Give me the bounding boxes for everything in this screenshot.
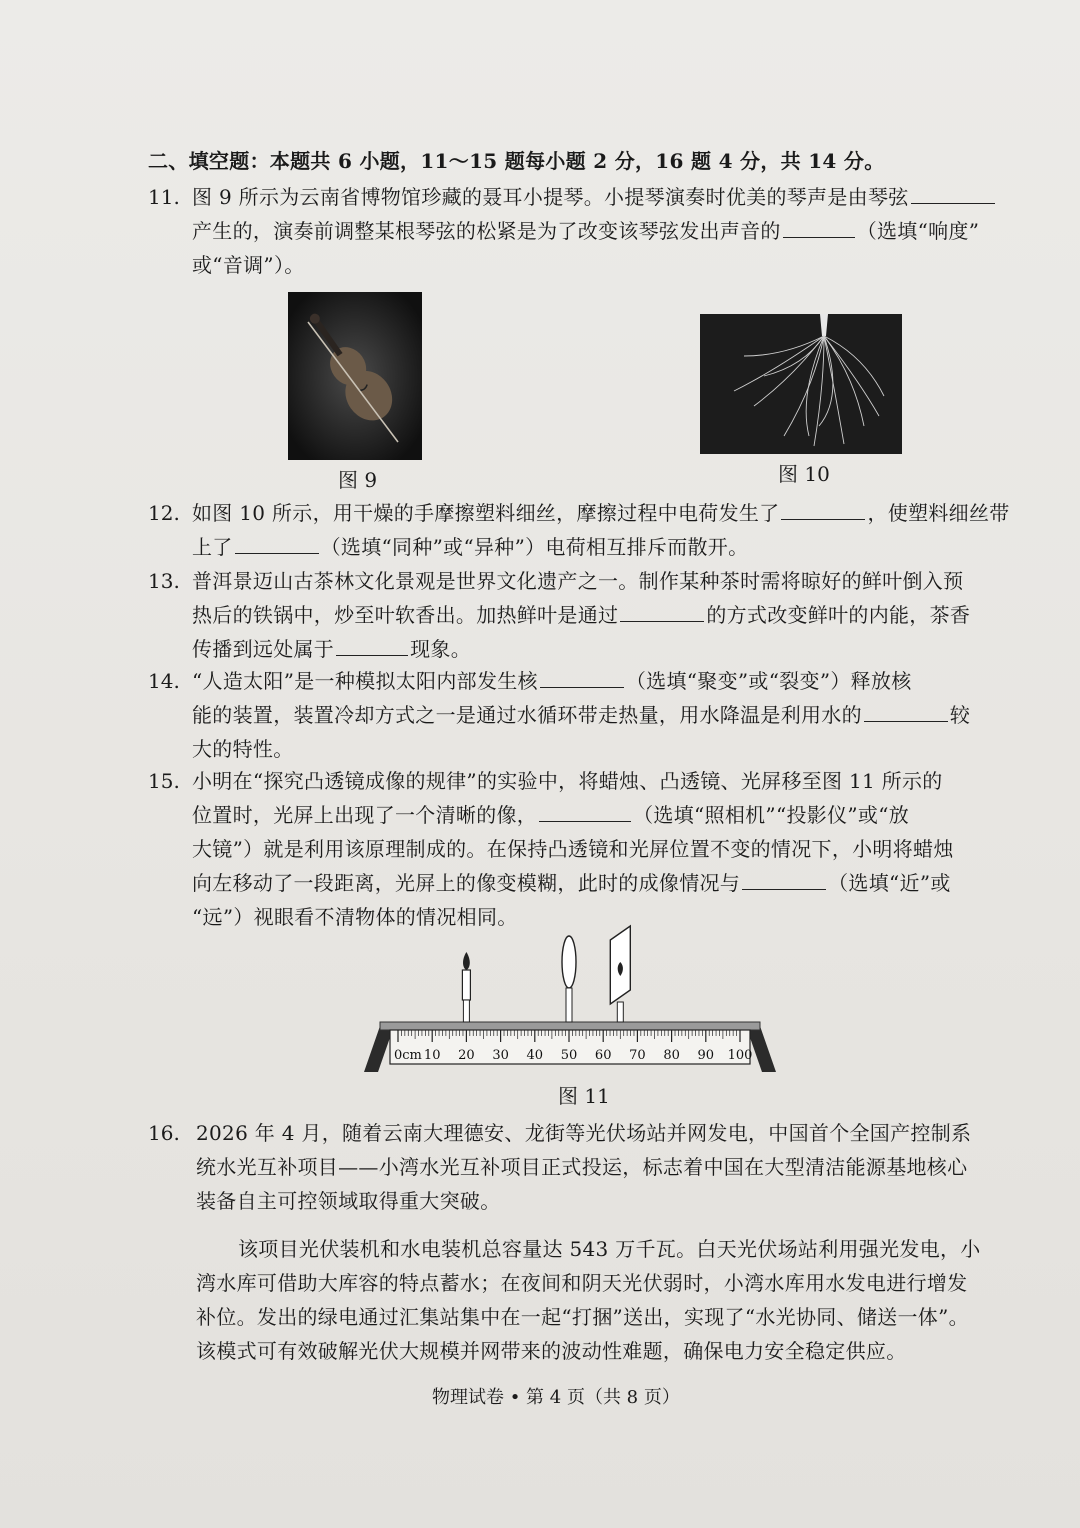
- q11-text-1: 图 9 所示为云南省博物馆珍藏的聂耳小提琴。小提琴演奏时优美的琴声是由琴弦: [192, 185, 909, 209]
- q16-line7: 该模式可有效破解光伏大规模并网带来的波动性难题，确保电力安全稳定供应。: [196, 1339, 907, 1363]
- q15-line1: 小明在“探究凸透镜成像的规律”的实验中，将蜡烛、凸透镜、光屏移至图 11 所示的: [192, 769, 943, 793]
- bench-rail: [380, 1022, 760, 1030]
- q16-line2: 统水光互补项目——小湾水光互补项目正式投运，标志着中国在大型清洁能源基地核心: [196, 1155, 968, 1179]
- q11-number: 11.: [148, 185, 180, 209]
- q12-line2: [192, 532, 748, 562]
- q15-number: 15.: [148, 769, 180, 793]
- q13-line3: [192, 634, 471, 664]
- q13-line1: 普洱景迈山古茶林文化景观是世界文化遗产之一。制作某种茶时需将晾好的鲜叶倒入预: [192, 569, 964, 593]
- q16-number: 16.: [148, 1121, 180, 1145]
- q14-text-2: （选填“聚变”或“裂变”）释放核: [625, 669, 912, 693]
- violin-image: [288, 292, 422, 460]
- ruler-tick-label: 50: [560, 1048, 578, 1063]
- q12-text-4: （选填“同种”或“异种”）电荷相互排斥而散开。: [320, 535, 749, 559]
- q12-text-2: ，使塑料细丝带: [867, 501, 1010, 525]
- q13-number: 13.: [148, 569, 180, 593]
- ruler-tick-label: 90: [697, 1048, 715, 1063]
- figure-10-plastic-strings-photo: [700, 314, 902, 454]
- figure-10-caption: 图 10: [778, 462, 830, 486]
- q12-blank-2[interactable]: [235, 533, 319, 554]
- q11-text-3: （选填“响度”: [856, 219, 980, 243]
- q13-line2: [192, 600, 970, 630]
- q14-line1: [192, 666, 912, 696]
- q14-blank-2[interactable]: [864, 701, 948, 722]
- figure-11-optical-bench: [350, 924, 790, 1074]
- candle: [462, 952, 470, 1022]
- q13-text-4: 现象。: [410, 637, 472, 661]
- q15-line2: [192, 800, 909, 830]
- q11-line1: [192, 182, 997, 212]
- q14-text-3: 能的装置，装置冷却方式之一是通过水循环带走热量，用水降温是利用水的: [192, 703, 862, 727]
- q12-number: 12.: [148, 501, 180, 525]
- q15-text-3: 向左移动了一段距离，光屏上的像变模糊，此时的成像情况与: [192, 871, 741, 895]
- ruler-tick-label: 80: [663, 1048, 680, 1063]
- candle-body: [462, 970, 470, 1000]
- q12-text-3: 上了: [192, 535, 233, 559]
- page-footer: 物理试卷 • 第 4 页（共 8 页）: [432, 1387, 680, 1408]
- ruler-tick-label: 20: [458, 1048, 475, 1063]
- figure-11-caption: 图 11: [558, 1084, 610, 1108]
- q14-text-1: “人造太阳”是一种模拟太阳内部发生核: [192, 669, 538, 693]
- q15-text-1: 位置时，光屏上出现了一个清晰的像，: [192, 803, 538, 827]
- light-screen: [610, 926, 630, 1022]
- ruler-tick-label: 40: [526, 1048, 544, 1063]
- q14-number: 14.: [148, 669, 180, 693]
- q15-blank-2[interactable]: [742, 869, 826, 890]
- q11-blank-2[interactable]: [783, 217, 855, 238]
- q12-text-1: 如图 10 所示，用干燥的手摩擦塑料细丝，摩擦过程中电荷发生了: [192, 501, 780, 525]
- q16-line1: 2026 年 4 月，随着云南大理德安、龙街等光伏场站并网发电，中国首个全国产控制系: [196, 1121, 972, 1145]
- q11-blank-1[interactable]: [911, 183, 995, 204]
- q13-text-2: 的方式改变鲜叶的内能，茶香: [706, 603, 971, 627]
- figure-9-caption: 图 9: [338, 468, 378, 492]
- candle-holder: [463, 1000, 469, 1022]
- candle-flame-icon: [463, 952, 470, 970]
- ruler-tick-label: 10: [423, 1048, 441, 1063]
- section-heading: 二、填空题：本题共 6 小题，11～15 题每小题 2 分，16 题 4 分，共 14 分。: [148, 149, 885, 173]
- q16-line4: 该项目光伏装机和水电装机总容量达 543 万千瓦。白天光伏场站利用强光发电，小: [238, 1237, 981, 1261]
- ruler-tick-label: 30: [492, 1048, 509, 1063]
- q13-text-1: 热后的铁锅中，炒至叶软香出。加热鲜叶是通过: [192, 603, 619, 627]
- q15-text-4: （选填“近”或: [828, 871, 951, 895]
- q12-line1: [192, 498, 1010, 528]
- ruler-tick-label: 60: [594, 1048, 612, 1063]
- plastic-strings-image: [700, 314, 902, 454]
- q15-line5: “远”）视眼看不清物体的情况相同。: [192, 905, 518, 929]
- q11-line3: 或“音调”）。: [192, 253, 305, 277]
- q16-line5: 湾水库可借助大库容的特点蓄水；在夜间和阴天光伏弱时，小湾水库用水发电进行增发: [196, 1271, 968, 1295]
- q15-text-2: （选填“照相机”“投影仪”或“放: [633, 803, 910, 827]
- ruler-tick-label: 70: [629, 1048, 646, 1063]
- q14-line3: 大的特性。: [192, 737, 294, 761]
- q14-line2: [192, 700, 970, 730]
- q14-blank-1[interactable]: [540, 667, 624, 688]
- figure-9-violin-photo: [288, 292, 422, 460]
- q13-text-3: 传播到远处属于: [192, 637, 335, 661]
- q14-text-4: 较: [949, 703, 971, 727]
- ruler-tick-label: 100: [727, 1048, 753, 1063]
- q15-line3: 大镜”）就是利用该原理制成的。在保持凸透镜和光屏位置不变的情况下，小明将蜡烛: [192, 837, 954, 861]
- convex-lens: [562, 936, 576, 1022]
- ruler-tick-label: 0cm: [394, 1048, 422, 1063]
- q12-blank-1[interactable]: [781, 499, 865, 520]
- q13-blank-2[interactable]: [336, 635, 408, 656]
- q13-blank-1[interactable]: [620, 601, 704, 622]
- lens-shape: [562, 936, 576, 988]
- screen-holder: [617, 1002, 623, 1022]
- q15-line4: [192, 868, 951, 898]
- q16-line3: 装备自主可控领域取得重大突破。: [196, 1189, 501, 1213]
- q16-line6: 补位。发出的绿电通过汇集站集中在一起“打捆”送出，实现了“水光协同、储送一体”。: [196, 1305, 969, 1329]
- q11-line2: [192, 216, 979, 246]
- lens-holder: [566, 988, 572, 1022]
- q11-text-2: 产生的，演奏前调整某根琴弦的松紧是为了改变该琴弦发出声音的: [192, 219, 781, 243]
- q15-blank-1[interactable]: [539, 801, 631, 822]
